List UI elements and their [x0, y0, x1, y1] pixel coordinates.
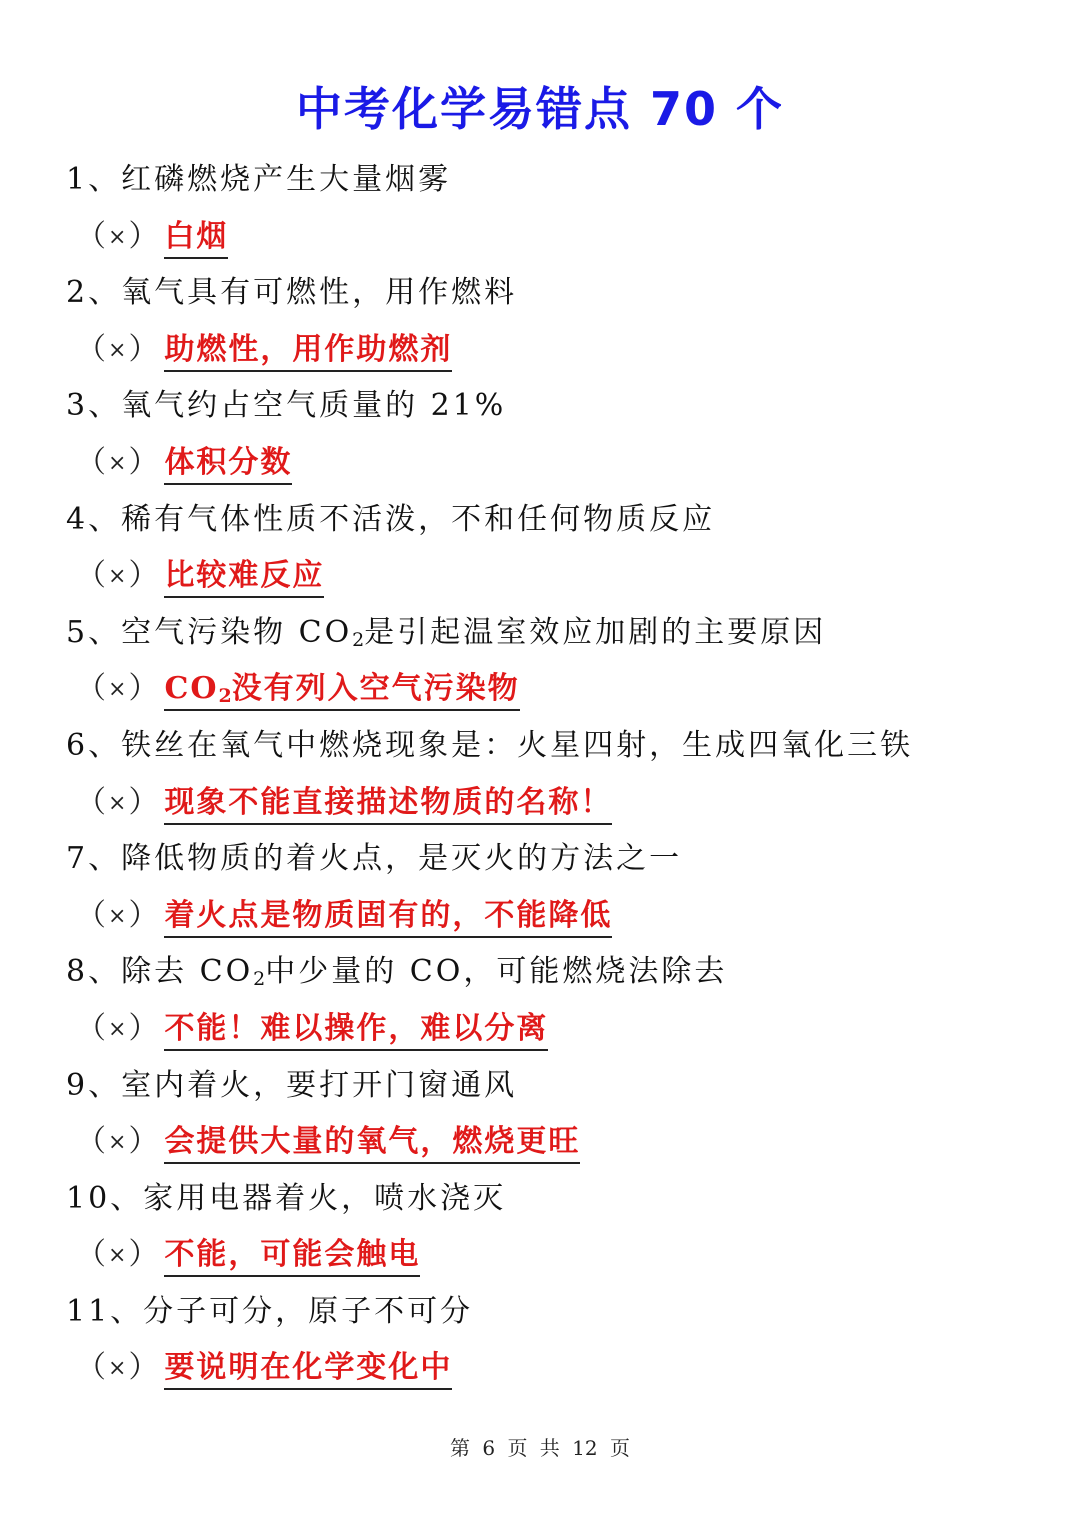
text-run: 5、空气污染物 CO [66, 614, 353, 650]
footer-prefix: 第 [450, 1436, 470, 1460]
correction-text [164, 898, 612, 938]
statement-line [66, 378, 1046, 435]
correction-text [164, 1011, 548, 1051]
text-run: 不能，可能会触电 [164, 1237, 421, 1273]
wrong-mark: （×） [76, 444, 159, 480]
text-run: 白烟 [164, 218, 229, 254]
answer-line [66, 209, 1046, 266]
page-title: 中考化学易错点 70 个 [295, 82, 785, 136]
subscript: 2 [218, 685, 232, 708]
cross-icon: × [108, 1356, 127, 1382]
text-run: 现象不能直接描述物质的名称！ [164, 784, 613, 820]
correction-text [164, 671, 519, 711]
text-run: 助燃性，用作助燃剂 [164, 331, 453, 367]
wrong-mark: （×） [76, 1124, 159, 1160]
answer-line [66, 1001, 1046, 1058]
text-run: 11、分子可分，原子不可分 [66, 1293, 474, 1329]
answer-line [66, 888, 1046, 945]
statement-line [66, 1058, 1046, 1115]
cross-icon: × [108, 224, 127, 250]
answer-line [66, 548, 1046, 605]
text-run: 中少量的 CO，可能燃烧法除去 [265, 954, 728, 990]
correction-text [164, 1124, 580, 1164]
answer-line [66, 775, 1046, 832]
cross-icon: × [108, 450, 127, 476]
text-run: 会提供大量的氧气，燃烧更旺 [164, 1124, 581, 1160]
text-run: 10、家用电器着火，喷水浇灭 [66, 1180, 507, 1216]
statement-line [66, 718, 1046, 775]
wrong-mark: （×） [76, 784, 159, 820]
text-run: 3、氧气约占空气质量的 21% [66, 388, 507, 424]
footer-suffix: 页 [609, 1436, 630, 1460]
correction-text [164, 1237, 420, 1277]
wrong-mark: （×） [76, 1010, 159, 1046]
wrong-mark: （×） [76, 1237, 159, 1273]
statement-line [66, 492, 1046, 549]
cross-icon: × [108, 677, 127, 703]
answer-line [66, 435, 1046, 492]
subscript: 2 [253, 968, 266, 991]
text-run: 没有列入空气污染物 [231, 671, 520, 707]
answer-line [66, 1227, 1046, 1284]
statement-line [66, 1171, 1046, 1228]
wrong-mark: （×） [76, 558, 159, 594]
correction-text [164, 1350, 452, 1390]
cross-icon: × [108, 903, 127, 929]
statement-line [66, 152, 1046, 209]
wrong-mark: （×） [76, 1350, 159, 1386]
cross-icon: × [108, 1130, 127, 1156]
wrong-mark: （×） [76, 671, 159, 707]
footer-middle: 页 共 [507, 1436, 560, 1460]
text-run: 着火点是物质固有的，不能降低 [164, 897, 613, 933]
text-run: 7、降低物质的着火点，是灭火的方法之一 [66, 841, 683, 877]
answer-line [66, 322, 1046, 379]
statement-line [66, 831, 1046, 888]
statement-line [66, 265, 1046, 322]
wrong-mark: （×） [76, 897, 159, 933]
statement-line [66, 944, 1046, 1001]
cross-icon: × [108, 1016, 127, 1042]
cross-icon: × [108, 564, 127, 590]
item-list [66, 152, 1046, 1397]
statement-line [66, 605, 1046, 662]
text-run: 6、铁丝在氧气中燃烧现象是：火星四射，生成四氧化三铁 [66, 727, 914, 763]
correction-text [164, 785, 612, 825]
text-run: 8、除去 CO [66, 954, 254, 990]
statement-line [66, 1284, 1046, 1341]
text-run: 1、红磷燃烧产生大量烟雾 [66, 162, 452, 197]
answer-line [66, 1340, 1046, 1397]
text-run: 9、室内着火，要打开门窗通风 [66, 1067, 518, 1103]
wrong-mark: （×） [76, 331, 159, 367]
text-run: CO [164, 671, 219, 707]
text-run: 要说明在化学变化中 [164, 1350, 453, 1386]
page-footer [0, 1432, 1080, 1461]
cross-icon: × [108, 337, 127, 363]
text-run: 不能！难以操作，难以分离 [164, 1010, 549, 1046]
text-run: 比较难反应 [164, 558, 325, 594]
cross-icon: × [108, 1243, 127, 1269]
wrong-mark: （×） [76, 218, 159, 254]
correction-text [164, 558, 324, 598]
text-run: 2、氧气具有可燃性，用作燃料 [66, 275, 518, 311]
answer-line [66, 661, 1046, 718]
text-run: 4、稀有气体性质不活泼，不和任何物质反应 [66, 501, 716, 537]
correction-text [164, 219, 228, 259]
text-run: 是引起温室效应加剧的主要原因 [364, 614, 827, 650]
correction-text [164, 445, 292, 485]
text-run: 体积分数 [164, 444, 293, 480]
footer-total-pages: 12 [572, 1436, 598, 1460]
footer-page-number: 6 [482, 1436, 496, 1460]
answer-line [66, 1114, 1046, 1171]
cross-icon: × [108, 790, 127, 816]
subscript: 2 [352, 628, 365, 651]
correction-text [164, 332, 452, 372]
